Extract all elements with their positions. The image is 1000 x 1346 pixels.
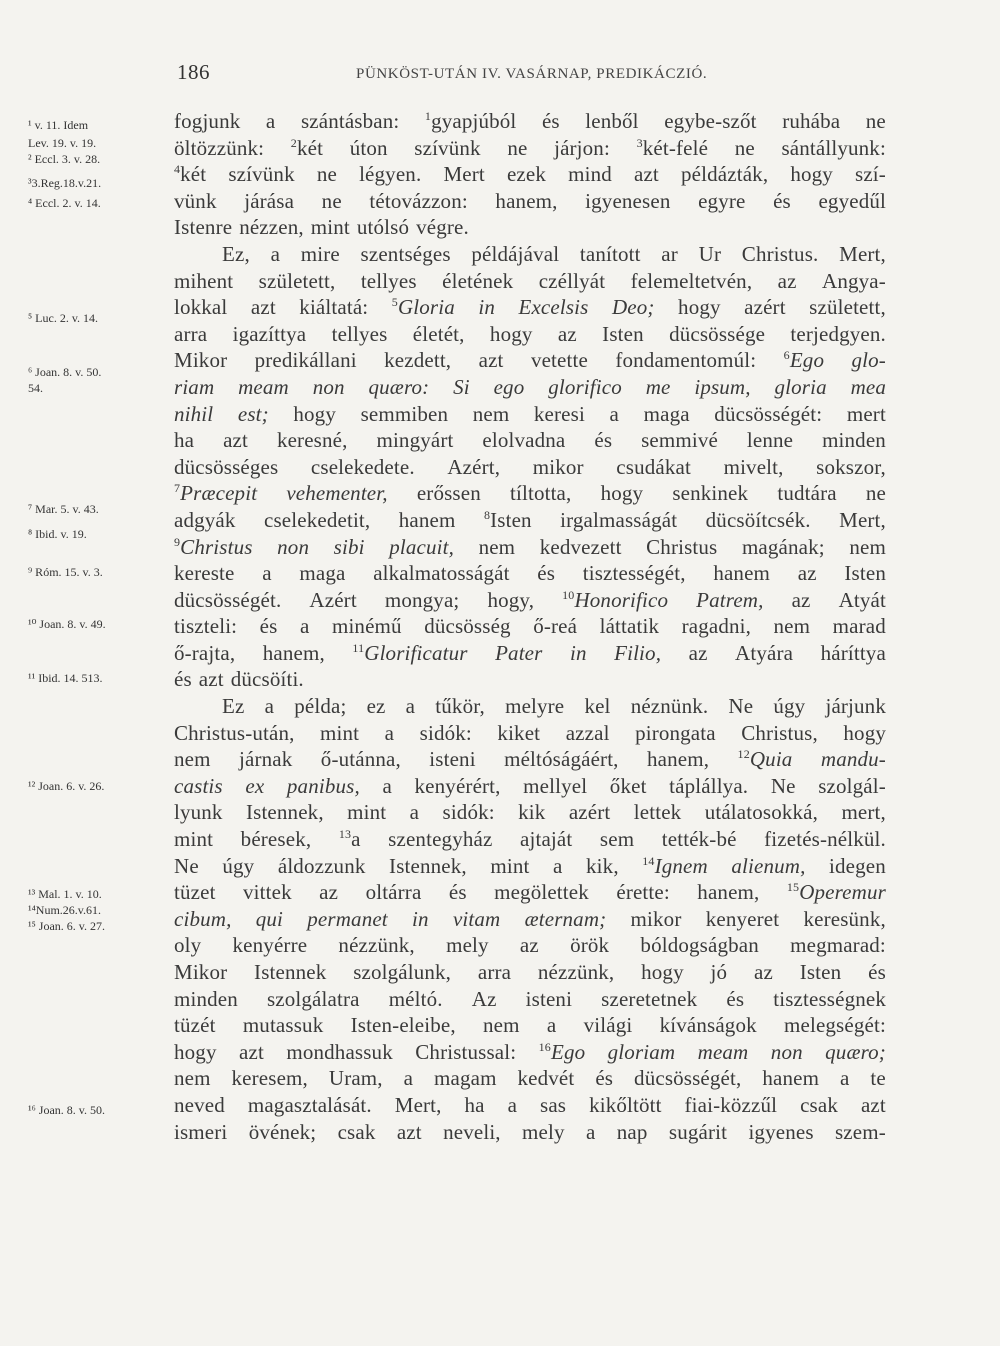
margin-note: Lev. 19. v. 19. xyxy=(28,136,97,150)
text-line: vünk járása ne tétovázzon: hanem, igyenesen egyre és egyedűl xyxy=(174,188,886,213)
text-line: és azt dücsöíti. xyxy=(174,667,304,692)
text-line: oly kenyérre nézzünk, mely az örök bóldogságban megmarad: xyxy=(174,933,886,958)
text-line: riam meam non quæro: Si ego glorifico me ipsum, gloria mea xyxy=(174,374,886,399)
margin-note: ¹¹ Ibid. 14. 513. xyxy=(28,671,103,685)
text-line: minden szolgálatra méltó. Az isteni szeretetnek és tisztességnek xyxy=(174,986,886,1011)
text-line: ő-rajta, hanem, $^{11}$Glorificatur Pater in Filio, az Atyára háríttya xyxy=(174,640,886,665)
margin-note: ¹⁶ Joan. 8. v. 50. xyxy=(28,1103,105,1117)
margin-note: ⁷ Mar. 5. v. 43. xyxy=(28,502,99,516)
margin-note: ³3.Reg.18.v.21. xyxy=(28,176,102,190)
text-line: nihil est; hogy semmiben nem keresi a maga dücsösségét: mert xyxy=(174,401,886,426)
text-line: mint béresek, $^{13}$a szentegyház ajtaját sem tették-bé fizetés-nélkül. xyxy=(174,827,886,852)
text-line: tiszteli: és a minémű dücsösség ő-reá láttatik ragadni, nem marad xyxy=(174,614,886,639)
margin-note: ¹⁰ Joan. 8. v. 49. xyxy=(28,617,106,631)
text-line: kereste a maga alkalmatosságát és tisztességét, hanem az Isten xyxy=(174,561,886,586)
margin-note: ⁹ Róm. 15. v. 3. xyxy=(28,565,103,579)
text-line: Ez a példa; ez a tűkör, melyre kel néznünk. Ne úgy járjunk xyxy=(222,694,886,719)
text-line: mihent született, tellyes életének czéllyát felemeltetvén, az Angya- xyxy=(174,268,886,293)
text-line: Istenre nézzen, mint utólsó végre. xyxy=(174,215,469,240)
text-line: fogjunk a szántásban: $^1$gyapjúból és lenből egybe-szőt ruhába ne xyxy=(174,109,886,133)
margin-note: ² Eccl. 3. v. 28. xyxy=(28,152,101,166)
text-line: arra igazíttya tellyes életét, hogy az Isten dücsössége terjedgyen. xyxy=(174,321,886,346)
text-line: castis ex panibus, a kenyérért, mellyel őket táplállya. Ne szolgál- xyxy=(174,773,886,798)
margin-note: 54. xyxy=(28,381,43,395)
margin-note: ¹⁴Num.26.v.61. xyxy=(28,903,102,917)
text-line: dücsösségét. Azért mongya; hogy, $^{10}$Honorifico Patrem, az Atyát xyxy=(174,587,886,612)
margin-note: ¹⁵ Joan. 6. v. 27. xyxy=(28,919,105,933)
text-line: Ne úgy áldozzunk Istennek, mint a kik, $^{14}$Ignem alienum, idegen xyxy=(174,853,886,878)
text-line: ismeri övének; csak azt neveli, mely a nap sugárit igyenes szem- xyxy=(174,1119,886,1144)
margin-note: ¹³ Mal. 1. v. 10. xyxy=(28,887,102,901)
text-line: Mikor Istennek szolgálunk, arra nézzünk, hogy jó az Isten és xyxy=(174,960,886,984)
text-line: ha azt keresné, mingyárt elolvadna és semmivé lenne minden xyxy=(174,428,886,453)
margin-note: ⁴ Eccl. 2. v. 14. xyxy=(28,196,101,210)
text-line: lokkal azt kiáltatá: $^5$Gloria in Excelsis Deo; hogy azért született, xyxy=(174,295,886,320)
body-text xyxy=(174,108,886,1145)
text-line: öltözzünk: $^2$két úton szívünk ne járjon: $^3$két-felé ne sántállyunk: xyxy=(174,135,886,160)
text-line: nem járnak ő-utánna, isteni méltóságáért, hanem, $^{12}$Quia mandu- xyxy=(174,747,886,772)
text-line: tüzét mutassuk Isten-eleibe, nem a világi kívánságok melegségét: xyxy=(174,1013,886,1038)
page-number: 186 xyxy=(177,60,210,84)
text-line: Mikor predikállani kezdett, azt vetette fondamentomúl: $^6$Ego glo- xyxy=(174,348,886,373)
margin-note: ⁸ Ibid. v. 19. xyxy=(28,527,87,541)
text-line: cibum, qui permanet in vitam æternam; mikor kenyeret keresünk, xyxy=(174,906,886,931)
text-line: $^4$két szívünk ne légyen. Mert ezek mind azt példázták, hogy szí- xyxy=(174,162,886,187)
margin-note: ¹ v. 11. Idem xyxy=(28,118,89,132)
text-line: $^7$Præcepit vehementer, erőssen tíltotta, hogy senkinek tudtára ne xyxy=(174,481,886,506)
text-line: neved magasztalását. Mert, ha a sas kikőltött fiai-közzűl csak azt xyxy=(174,1092,886,1117)
text-line: hogy azt mondhassuk Christussal: $^{16}$Ego gloriam meam non quæro; xyxy=(174,1039,886,1064)
text-line: dücsösséges cselekedete. Azért, mikor csudákat mivelt, sokszor, xyxy=(174,454,886,479)
text-line: Ez, a mire szentséges példájával tanított ar Ur Christus. Mert, xyxy=(222,241,886,266)
margin-notes xyxy=(28,0,173,1346)
text-line: tüzet vittek az oltárra és megölettek érette: hanem, $^{15}$Operemur xyxy=(174,880,886,905)
running-title: PÜNKÖST-UTÁN IV. VASÁRNAP, PREDIKÁCZIÓ. xyxy=(356,66,708,82)
text-line: $^9$Christus non sibi placuit, nem kedvezett Christus magának; nem xyxy=(174,534,886,559)
margin-note: ⁶ Joan. 8. v. 50. xyxy=(28,365,102,379)
margin-note: ¹² Joan. 6. v. 26. xyxy=(28,779,105,793)
text-line: Christus-után, mint a sidók: kiket azzal pirongata Christus, hogy xyxy=(174,720,886,745)
text-line: lyunk Istennek, mint a sidók: kik azért lettek utálatosokká, mert, xyxy=(174,800,886,825)
text-line: adgyák cselekedetit, hanem $^8$Isten irgalmasságát dücsöítcsék. Mert, xyxy=(174,507,886,532)
margin-note: ⁵ Luc. 2. v. 14. xyxy=(28,311,99,325)
text-line: nem keresem, Uram, a magam kedvét és dücsösségét, hanem a te xyxy=(174,1066,886,1091)
